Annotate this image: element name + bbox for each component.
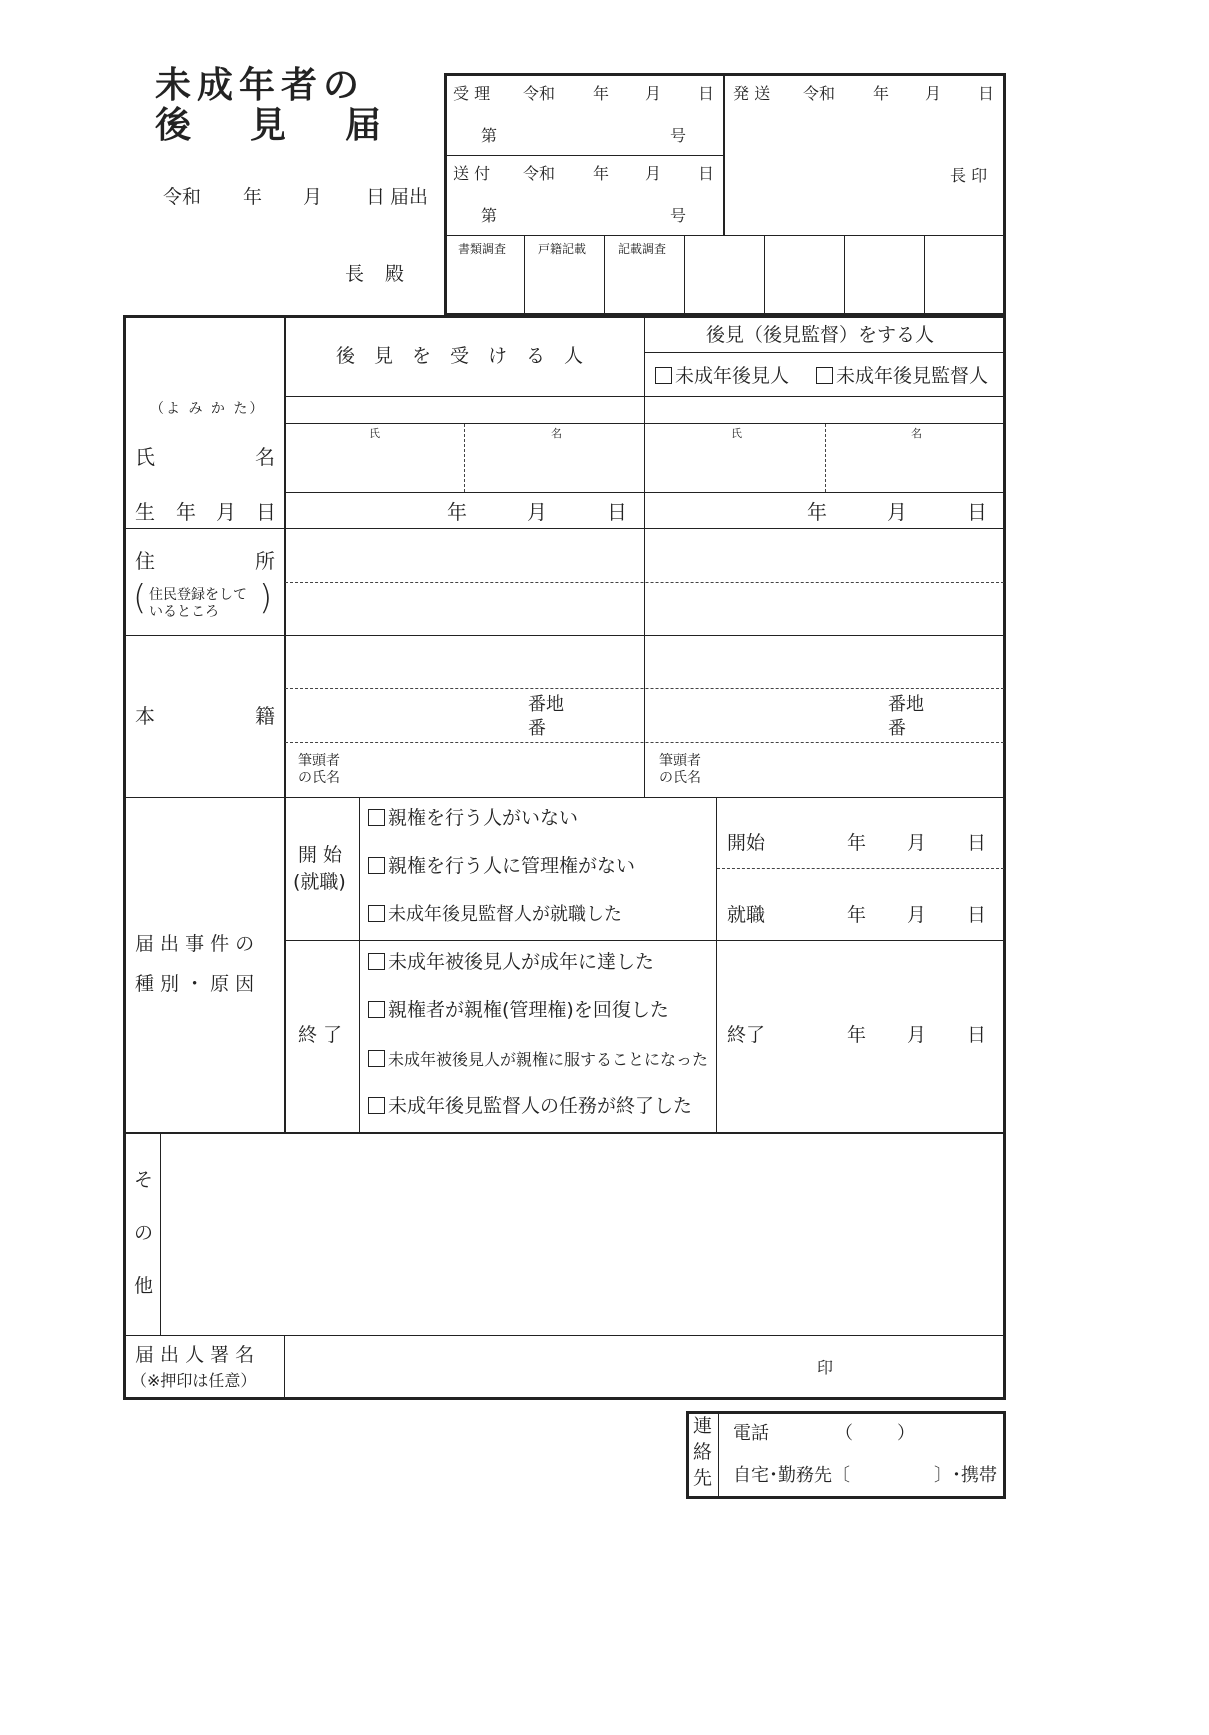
ward-head-1: 筆頭者 xyxy=(298,753,340,769)
check-documents: 書類調査 xyxy=(458,242,507,256)
receipt-no-suffix: 号 xyxy=(670,126,687,145)
receipt-month: 月 xyxy=(645,84,662,103)
end-option-4[interactable] xyxy=(368,1097,692,1116)
birth-label-2: 年 xyxy=(176,500,196,524)
guardian-head-1: 筆頭者 xyxy=(659,753,701,769)
birth-label-4: 日 xyxy=(256,500,276,524)
start-option-1[interactable] xyxy=(368,809,578,828)
supervisor-checkbox[interactable] xyxy=(816,367,833,384)
birth-label-1: 生 xyxy=(135,500,155,524)
option-supervisor[interactable] xyxy=(816,367,988,386)
start-label-1: 開 始 xyxy=(298,844,343,866)
birth-label-3: 月 xyxy=(216,500,236,524)
start-option-3-label: 未成年後見監督人が就職した xyxy=(388,904,622,925)
guardian-birth-month: 月 xyxy=(887,500,907,524)
end-date-year: 年 xyxy=(847,1024,867,1046)
receipt-year: 年 xyxy=(593,84,610,103)
assume-date-year: 年 xyxy=(847,904,867,926)
option-supervisor-label: 未成年後見監督人 xyxy=(836,365,989,387)
ward-family-label: 氏 xyxy=(369,427,380,440)
guardian-ban: 番 xyxy=(888,718,906,739)
form-title-line2-b: 見 xyxy=(250,105,293,146)
receipt-era: 令和 xyxy=(523,84,556,103)
signature-input-area[interactable] xyxy=(287,1338,1002,1396)
ward-birth-month: 月 xyxy=(527,500,547,524)
filing-month: 月 xyxy=(303,186,323,208)
start-label-2: (就職) xyxy=(293,871,346,893)
end-date-day: 日 xyxy=(967,1024,987,1046)
contact-label-3: 先 xyxy=(693,1467,713,1489)
guardian-banchi: 番地 xyxy=(888,694,924,715)
assume-date-month: 月 xyxy=(907,904,927,926)
other-label-1: そ xyxy=(134,1169,154,1191)
other-label-3: 他 xyxy=(134,1275,154,1297)
option-guardian[interactable] xyxy=(655,367,789,386)
signature-note: （※押印は任意） xyxy=(131,1371,257,1390)
start-date-year: 年 xyxy=(847,832,867,854)
contact-label-1: 連 xyxy=(693,1415,713,1437)
send-no-prefix: 第 xyxy=(481,206,498,225)
filing-year: 年 xyxy=(243,186,263,208)
reading-label: （よ み か た） xyxy=(150,401,266,417)
other-label-2: の xyxy=(134,1222,154,1244)
dispatch-label: 発 送 xyxy=(733,84,771,103)
event-label-1: 届 出 事 件 の xyxy=(135,933,255,955)
chief-seal: 長 印 xyxy=(950,166,988,185)
address-label-b: 所 xyxy=(255,549,275,573)
dispatch-month: 月 xyxy=(925,84,942,103)
contact-label-2: 絡 xyxy=(693,1441,713,1463)
signature-seal: 印 xyxy=(817,1358,834,1377)
mobile-label: 〕･携帯 xyxy=(934,1465,997,1486)
assume-date-day: 日 xyxy=(967,904,987,926)
home-work-label: 自宅･勤務先〔 xyxy=(733,1465,850,1486)
start-date-month: 月 xyxy=(907,832,927,854)
guardian-birth-day: 日 xyxy=(967,500,987,524)
end-option-2-label: 親権者が親権(管理権)を回復した xyxy=(388,999,669,1021)
guardian-family-label: 氏 xyxy=(731,427,742,440)
signature-label: 届 出 人 署 名 xyxy=(135,1344,255,1366)
end-option-1[interactable] xyxy=(368,953,654,972)
receipt-no-prefix: 第 xyxy=(481,126,498,145)
ward-given-label: 名 xyxy=(551,427,562,440)
start-date-label: 開始 xyxy=(727,832,766,854)
addressee-cho: 長 xyxy=(345,263,365,285)
paren-left: ( xyxy=(133,578,147,618)
ward-header: 後 見 を 受 け る 人 xyxy=(336,345,584,367)
ward-banchi: 番地 xyxy=(528,694,564,715)
guardian-checkbox[interactable] xyxy=(655,367,672,384)
phone-paren-open: （ xyxy=(835,1423,853,1444)
end-option-4-label: 未成年後見監督人の任務が終了した xyxy=(388,1095,693,1117)
guardian-head-2: の氏名 xyxy=(659,770,701,786)
ward-ban: 番 xyxy=(528,718,546,739)
address-note-2: いるところ xyxy=(149,604,219,620)
guardian-header: 後見（後見監督）をする人 xyxy=(706,324,935,346)
end-date-month: 月 xyxy=(907,1024,927,1046)
event-label-2: 種 別 ・ 原 因 xyxy=(135,973,255,995)
filing-day: 日 xyxy=(366,186,386,208)
start-checkbox-1[interactable] xyxy=(368,809,385,826)
receipt-label: 受 理 xyxy=(453,84,491,103)
phone-paren-close: ） xyxy=(897,1423,915,1444)
send-era: 令和 xyxy=(523,164,556,183)
end-date-label: 終了 xyxy=(727,1024,766,1046)
end-option-3[interactable] xyxy=(368,1050,708,1068)
other-input-area[interactable] xyxy=(163,1135,1002,1333)
office-box xyxy=(444,73,1006,316)
name-label-b: 名 xyxy=(255,445,275,469)
start-checkbox-3[interactable] xyxy=(368,905,385,922)
form-title: 未成年者の xyxy=(155,65,366,106)
guardian-birth-year: 年 xyxy=(807,500,827,524)
send-day: 日 xyxy=(698,164,715,183)
dispatch-year: 年 xyxy=(873,84,890,103)
dispatch-day: 日 xyxy=(978,84,995,103)
option-guardian-label: 未成年後見人 xyxy=(675,365,790,387)
end-option-2[interactable] xyxy=(368,1001,669,1020)
address-note-1: 住民登録をして xyxy=(149,587,247,603)
receipt-day: 日 xyxy=(698,84,715,103)
filing-era: 令和 xyxy=(163,186,202,208)
domicile-label-a: 本 xyxy=(135,704,155,728)
form-title-line2-c: 届 xyxy=(345,105,388,146)
check-entry: 記載調査 xyxy=(618,242,667,256)
end-option-3-label: 未成年被後見人が親権に服することになった xyxy=(388,1050,709,1069)
end-checkbox-1[interactable] xyxy=(368,953,385,970)
ward-birth-day: 日 xyxy=(607,500,627,524)
guardian-given-label: 名 xyxy=(911,427,922,440)
form-title-line2-a: 後 xyxy=(155,105,198,146)
start-date-day: 日 xyxy=(967,832,987,854)
start-option-3[interactable] xyxy=(368,905,622,924)
ward-head-2: の氏名 xyxy=(298,770,340,786)
send-year: 年 xyxy=(593,164,610,183)
send-label: 送 付 xyxy=(453,164,491,183)
end-option-1-label: 未成年被後見人が成年に達した xyxy=(388,951,655,973)
name-label-a: 氏 xyxy=(135,445,155,469)
filing-suffix: 届出 xyxy=(390,186,429,208)
ward-birth-year: 年 xyxy=(447,500,467,524)
send-no-suffix: 号 xyxy=(670,206,687,225)
start-option-1-label: 親権を行う人がいない xyxy=(388,807,579,829)
end-checkbox-2[interactable] xyxy=(368,1001,385,1018)
paren-right: ) xyxy=(259,578,273,618)
addressee-dono: 殿 xyxy=(385,263,405,285)
start-checkbox-2[interactable] xyxy=(368,857,385,874)
start-option-2[interactable] xyxy=(368,857,635,876)
end-label: 終 了 xyxy=(298,1024,343,1046)
end-checkbox-4[interactable] xyxy=(368,1097,385,1114)
dispatch-era: 令和 xyxy=(803,84,836,103)
assume-date-label: 就職 xyxy=(727,904,766,926)
phone-label: 電話 xyxy=(733,1423,769,1444)
address-label-a: 住 xyxy=(135,549,155,573)
end-checkbox-3[interactable] xyxy=(368,1050,385,1067)
domicile-label-b: 籍 xyxy=(255,704,275,728)
start-option-2-label: 親権を行う人に管理権がない xyxy=(388,855,636,877)
check-registry: 戸籍記載 xyxy=(538,242,587,256)
send-month: 月 xyxy=(645,164,662,183)
